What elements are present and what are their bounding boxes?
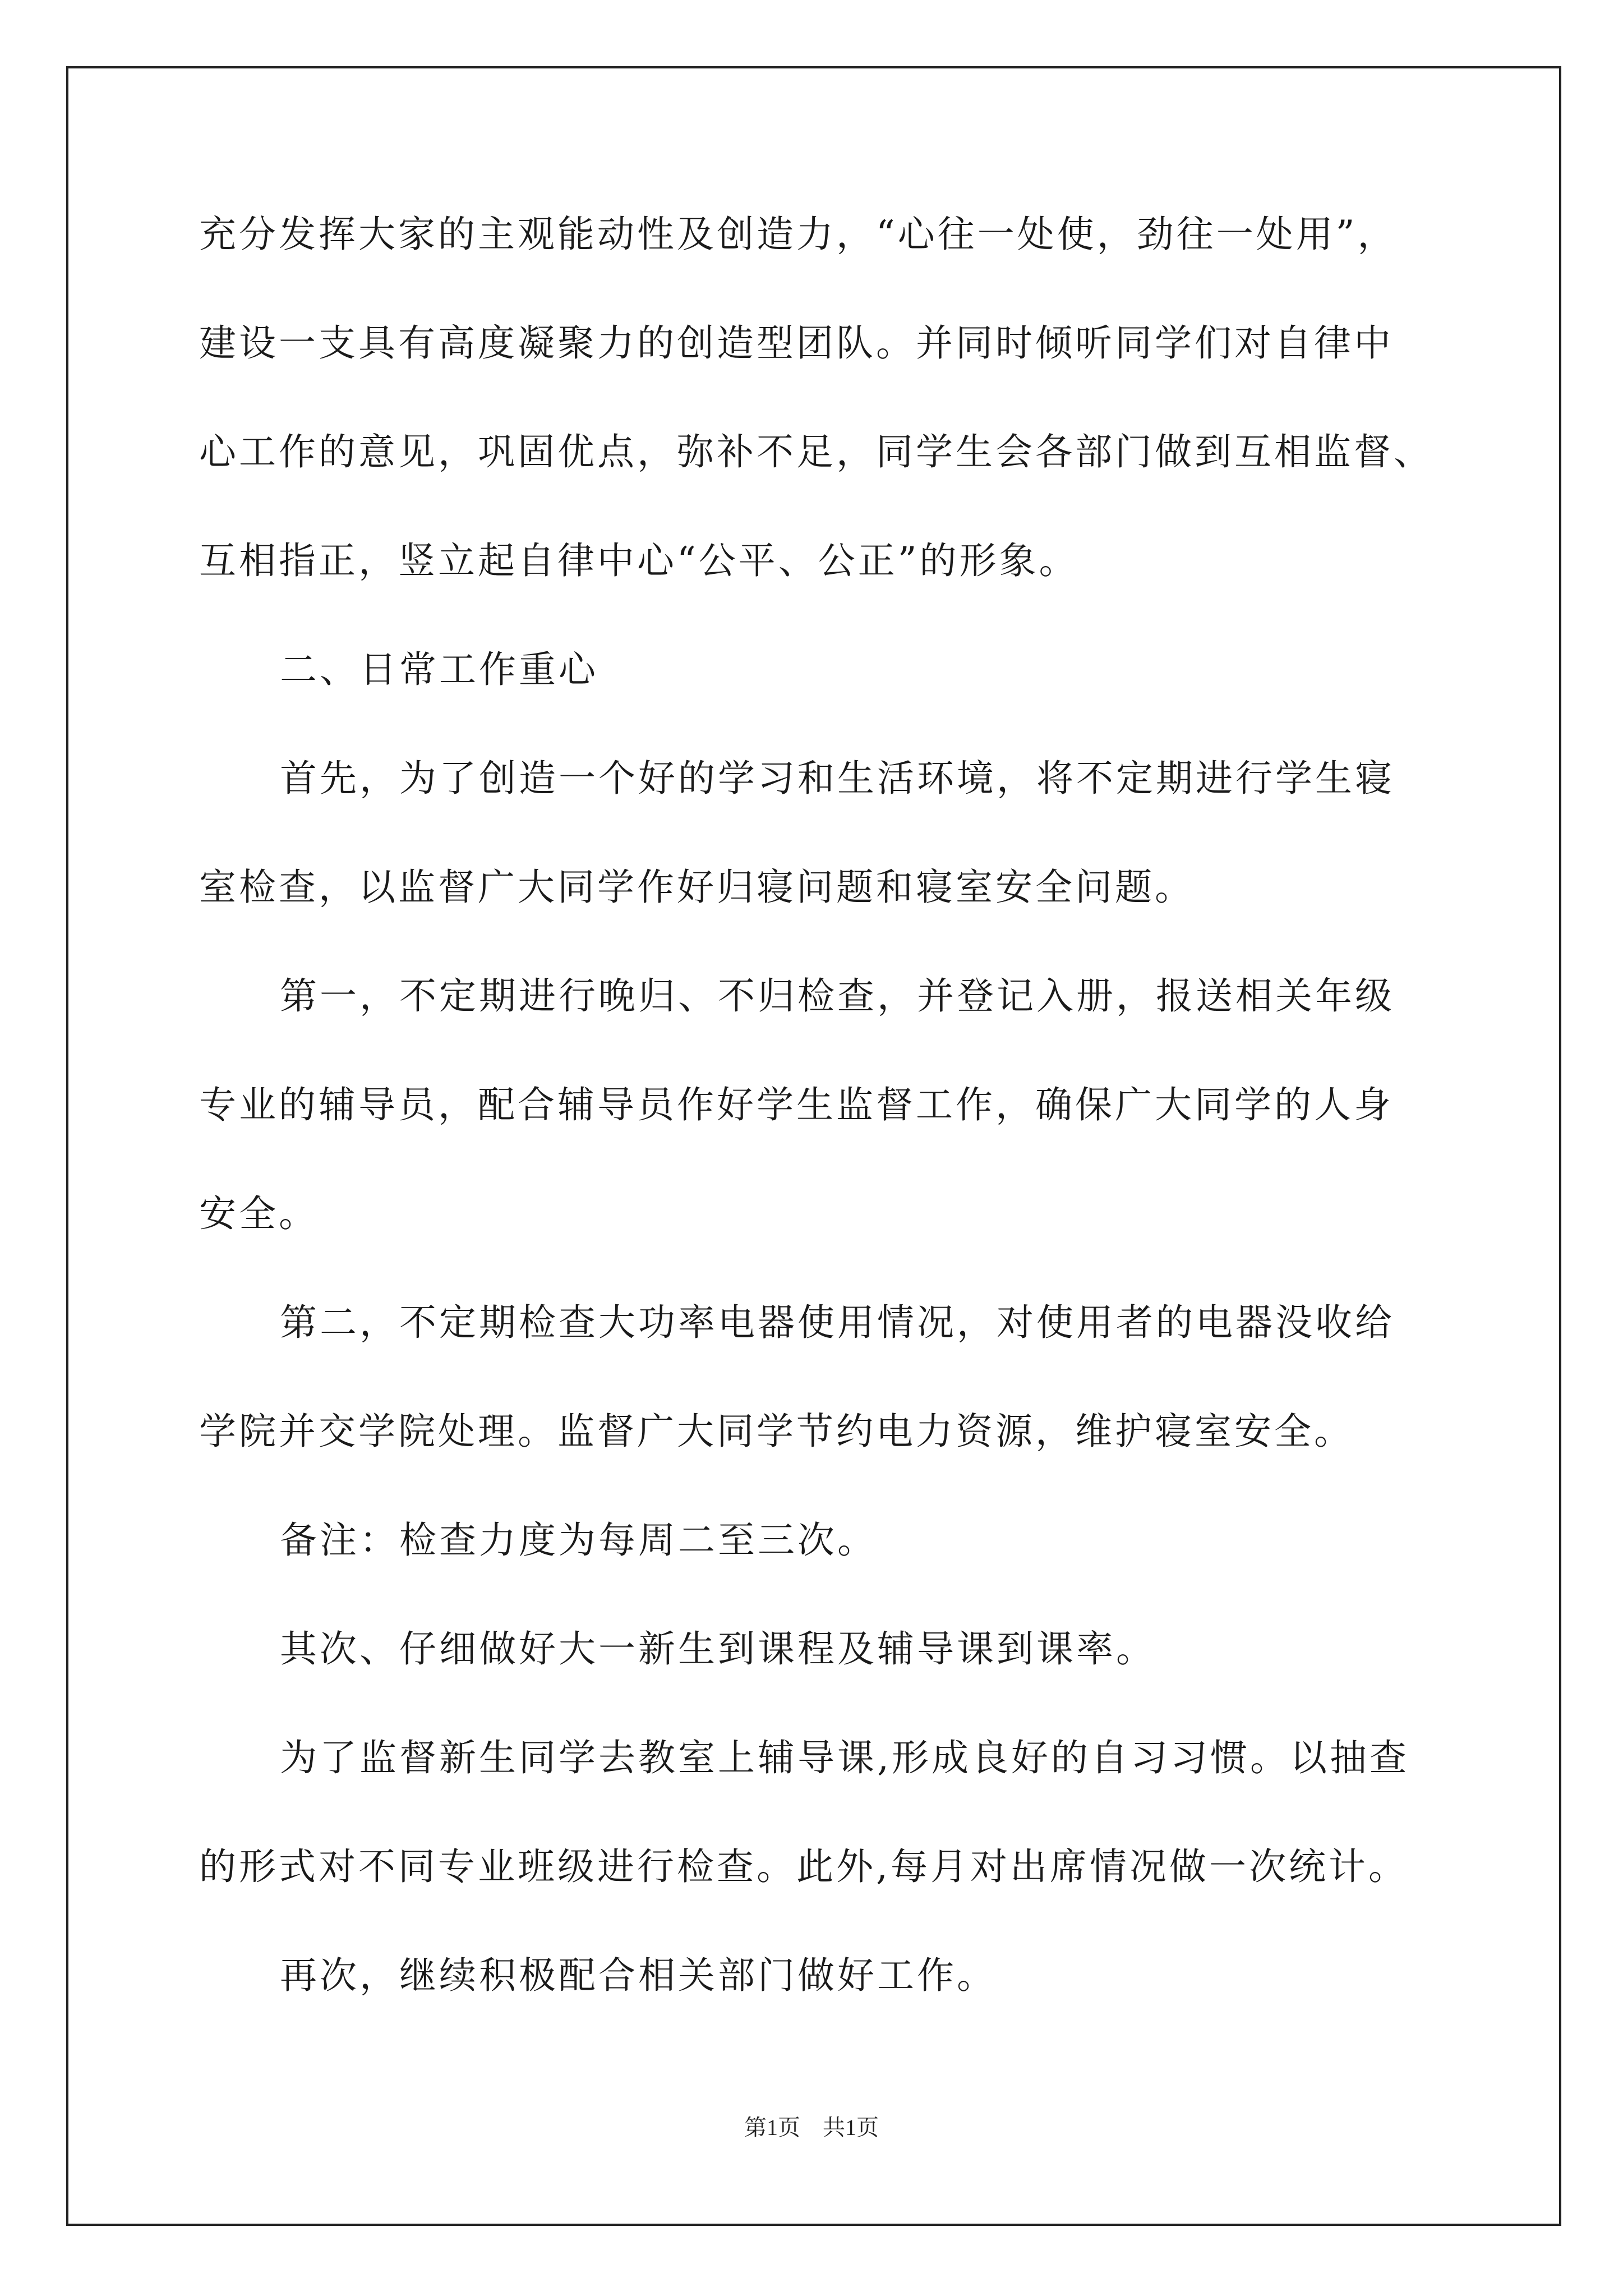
paragraph-start: 第二，不定期检查大功率电器使用情况，对使用者的电器没收给: [280, 1301, 1395, 1344]
text-line: 充分发挥大家的主观能动性及创造力，“心往一处使，劲往一处用”，: [199, 213, 1398, 256]
section-heading: 二、日常工作重心: [280, 648, 598, 691]
paragraph-start: 再次，继续积极配合相关部门做好工作。: [280, 1954, 997, 1997]
paragraph-start: 第一，不定期进行晚归、不归检查，并登记入册，报送相关年级: [280, 974, 1395, 1018]
paragraph-start: 首先，为了创造一个好的学习和生活环境，将不定期进行学生寝: [280, 757, 1395, 800]
text-line: 专业的辅导员，配合辅导员作好学生监督工作，确保广大同学的人身: [199, 1083, 1394, 1126]
text-line: 心工作的意见，巩固优点，弥补不足，同学生会各部门做到互相监督、: [199, 430, 1433, 473]
paragraph-start: 其次、仔细做好大一新生到课程及辅导课到课率。: [280, 1627, 1156, 1671]
page-footer: 第1页 共1页: [744, 2115, 879, 2140]
text-line: 学院并交学院处理。监督广大同学节约电力资源，维护寝室安全。: [199, 1410, 1354, 1453]
page-border: [66, 66, 1561, 2226]
text-line: 建设一支具有高度凝聚力的创造型团队。并同时倾听同学们对自律中: [199, 321, 1394, 365]
text-line: 安全。: [199, 1192, 319, 1235]
text-line: 互相指正，竖立起自律中心“公平、公正”的形象。: [199, 539, 1079, 582]
paragraph-start: 为了监督新生同学去教室上辅导课,形成良好的自习习惯。以抽查: [280, 1736, 1409, 1779]
paragraph-start: 备注：检查力度为每周二至三次。: [280, 1519, 877, 1562]
text-line: 室检查，以监督广大同学作好归寝问题和寝室安全问题。: [199, 866, 1195, 909]
text-line: 的形式对不同专业班级进行检查。此外,每月对出席情况做一次统计。: [199, 1845, 1408, 1888]
